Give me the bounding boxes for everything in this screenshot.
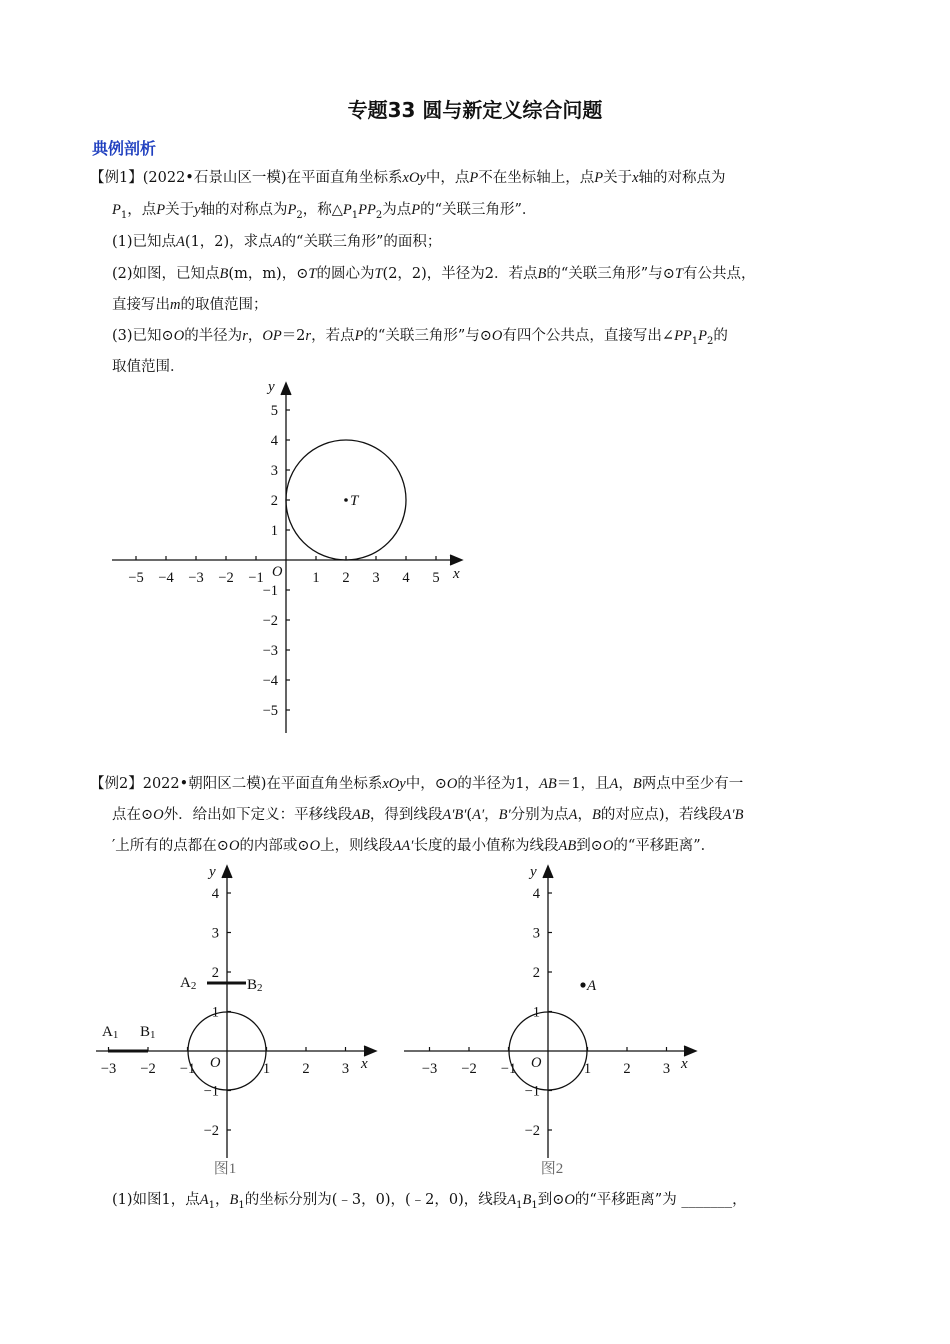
fig1-x-tick-label: 4 (402, 570, 410, 586)
fig3-x-tick-label: −3 (421, 1061, 438, 1077)
text: (2，2)，半径为2．若点 (382, 266, 538, 282)
fig3-x-tick-label: 1 (583, 1061, 592, 1077)
fig2-caption: 图1 (213, 1161, 237, 1177)
fig3-caption: 图2 (540, 1161, 564, 1177)
fig3-origin-label: O (531, 1055, 542, 1071)
text: 的半径为1， (457, 776, 540, 792)
var: m (170, 297, 181, 313)
var: B (229, 1192, 239, 1208)
fig2-x-tick-label: 2 (302, 1061, 310, 1077)
ex1-tag: 【例1】 (90, 170, 143, 186)
text: (1，2)，求点 (184, 234, 273, 250)
text: ， (484, 807, 499, 823)
var: B (522, 1192, 532, 1208)
text: (m，m)，⊙ (228, 266, 309, 282)
text: 有公共点， (682, 266, 756, 282)
text: 的“关联三角形”与⊙ (363, 328, 492, 344)
text: (2022•石景山区一模)在平面直角坐标系 (142, 170, 403, 186)
var: PP (674, 328, 692, 344)
text: 直接写出 (112, 297, 170, 313)
fig3-y-arrow-icon (543, 866, 553, 878)
text: 上，则线段 (320, 838, 393, 854)
var: T (674, 266, 683, 282)
fig1-x-tick-label: −5 (128, 570, 144, 586)
text: 的内部或⊙ (239, 838, 310, 854)
fig3-point-A (580, 982, 585, 987)
fig2-y-tick-label: −1 (203, 1083, 219, 1100)
text: ′上所有的点都在⊙ (112, 838, 229, 854)
var: O (564, 1192, 575, 1208)
sub: 1 (351, 209, 359, 221)
text: 关于 (165, 202, 195, 218)
var: P (698, 328, 708, 344)
fig2-y-tick-label: 1 (211, 1004, 219, 1021)
fig2-y-tick-label: −2 (203, 1123, 219, 1139)
var: O (602, 838, 614, 854)
var: B (592, 807, 601, 823)
text: (1)如图1，点 (112, 1192, 200, 1208)
fig2-x-tick-label: −2 (140, 1061, 156, 1077)
text: 的“关联三角形”与⊙ (546, 266, 675, 282)
text: 不在坐标轴上，点 (478, 170, 595, 186)
var: B (632, 776, 642, 792)
text: (2)如图，已知点 (112, 266, 220, 282)
fig2-x-label: x (361, 1056, 368, 1072)
var: P (354, 328, 364, 344)
fig1-x-tick-label: 2 (342, 570, 350, 586)
sub: 1 (120, 209, 128, 221)
text: 的“平移距离”． (613, 838, 716, 854)
fig3-x-arrow-icon (684, 1046, 696, 1056)
fig1-y-tick-label: −2 (262, 613, 278, 629)
fig3-y-tick-label: 2 (532, 965, 540, 981)
var: AB (352, 807, 370, 823)
sub: 2 (375, 209, 383, 221)
fig1-y-tick-label: −4 (262, 673, 278, 689)
text: ， (247, 328, 263, 344)
var: PP (358, 202, 376, 218)
text: (1)已知点 (112, 234, 177, 250)
fig3-x-tick-label: −1 (500, 1061, 517, 1077)
fig1-x-tick-label: −3 (188, 570, 204, 586)
fig3-y-tick-label: 1 (532, 1004, 540, 1021)
var: A (176, 234, 185, 250)
text: 的取值范围； (180, 297, 268, 313)
var: O (228, 838, 240, 854)
text: ， (215, 1192, 230, 1208)
text: 分别为点 (510, 807, 569, 823)
text: 为点 (382, 202, 412, 218)
page-title: 专题33 圆与新定义综合问题 (347, 98, 603, 122)
sub: 2 (296, 209, 303, 221)
var: O (173, 328, 185, 344)
var: A (609, 776, 619, 792)
var: B (537, 266, 547, 282)
var: P (112, 202, 121, 218)
text: 的圆心为 (316, 266, 375, 282)
ex2-tag: 【例2】 (90, 776, 143, 792)
sub: 1 (516, 1199, 523, 1211)
var: O (309, 838, 321, 854)
text: 有四个公共点，直接写出∠ (502, 328, 675, 344)
text: 两点中至少有一 (641, 776, 744, 792)
var: AA′ (392, 838, 414, 854)
text: 的对应点)，若线段 (600, 807, 723, 823)
var: AB (558, 838, 577, 854)
var: P (156, 202, 166, 218)
fig3-y-tick-label: 4 (532, 886, 540, 902)
var: A (568, 807, 578, 823)
fig1-y-tick-label: 5 (270, 403, 278, 419)
var: P (469, 170, 479, 186)
sub: 1 (531, 1199, 538, 1211)
fig3-label-A: A (587, 978, 597, 994)
var: B′ (498, 807, 511, 823)
var: r (305, 328, 312, 344)
text: 关于 (603, 170, 633, 186)
fig1-y-tick-label: 1 (270, 523, 278, 539)
var: A′ (472, 807, 485, 823)
fig1-x-tick-label: −4 (158, 570, 174, 586)
fig1-y-label: y (268, 379, 275, 395)
sub: 1 (208, 1199, 215, 1211)
text: ， (732, 1192, 747, 1208)
var: y (194, 202, 201, 218)
text: ( (466, 807, 473, 823)
var: O (446, 776, 458, 792)
text: 的“平移距离”为 (574, 1192, 677, 1208)
fig2-y-tick-label: 2 (211, 965, 219, 981)
var: A (272, 234, 282, 250)
var: B (219, 266, 229, 282)
fig2-y-label: y (209, 864, 216, 880)
text: (3)已知⊙ (112, 328, 174, 344)
fig3-x-tick-label: −2 (461, 1061, 477, 1077)
fig3-y-tick-label: −1 (524, 1083, 540, 1100)
var: P (594, 170, 604, 186)
text: 长度的最小值称为线段 (413, 838, 559, 854)
fig1-y-tick-label: 3 (270, 463, 278, 479)
fig1-y-tick-label: −5 (262, 703, 278, 719)
var: xOy (382, 776, 406, 792)
fig2-x-tick-label: 3 (341, 1061, 350, 1077)
text: ，称△ (302, 202, 343, 218)
text: 2022•朝阳区二模)在平面直角坐标系 (142, 776, 383, 792)
text: 到⊙ (537, 1192, 565, 1208)
fig3-x-tick-label: 3 (662, 1061, 671, 1077)
var: x (632, 170, 639, 186)
fig1-y-tick-label: 4 (270, 433, 278, 449)
text: 点在⊙ (112, 807, 154, 823)
text: 的坐标分别为(﹣3，0)，(﹣2，0)，线段 (244, 1192, 508, 1208)
var: T (308, 266, 317, 282)
ex1-question3-cont: 取值范围． (112, 359, 185, 375)
fig2-origin-label: O (210, 1055, 221, 1071)
sub: 1 (238, 1199, 245, 1211)
text: ＝1，且 (556, 776, 610, 792)
fig3-y-label: y (530, 864, 537, 880)
var: B (734, 807, 744, 823)
fig1-x-tick-label: 3 (372, 570, 380, 586)
fig1-x-label: x (453, 566, 460, 582)
text: 到⊙ (576, 838, 603, 854)
var: A′B′ (442, 807, 467, 823)
var: A (507, 1192, 517, 1208)
var: O (153, 807, 164, 823)
ex2-question1 (112, 1190, 747, 1216)
text: 的“关联三角形”的面积； (281, 234, 442, 250)
text: 的“关联三角形”． (420, 202, 537, 218)
text: 中，点 (425, 170, 470, 186)
fig2-label-A2: A2 (180, 975, 197, 992)
fig2-label-B2: B2 (247, 977, 263, 994)
fig3-x-label: x (681, 1056, 688, 1072)
text: ，点 (127, 202, 157, 218)
text: ，若点 (311, 328, 355, 344)
var: T (374, 266, 383, 282)
fig2-y-tick-label: 4 (211, 886, 219, 902)
text: ＝2 (281, 328, 306, 344)
text: ，得到线段 (369, 807, 443, 823)
text: 轴的对称点为 (638, 170, 726, 186)
sub: 2 (707, 335, 714, 347)
fig2-y-tick-label: 3 (211, 925, 219, 942)
fig3-x-tick-label: 2 (623, 1061, 631, 1077)
fig2-x-tick-label: 1 (262, 1061, 271, 1077)
var: P (342, 202, 352, 218)
fig2-x-tick-label: −1 (179, 1061, 196, 1077)
text: 中，⊙ (405, 776, 447, 792)
answer-blank[interactable]: _______ (681, 1192, 733, 1208)
fig3-y-tick-label: −2 (524, 1123, 540, 1139)
var: r (242, 328, 248, 344)
fig3-y-tick-label: 3 (532, 925, 540, 942)
fig2-label-A1: A1 (102, 1024, 119, 1041)
text: ， (577, 807, 593, 823)
var: AB (539, 776, 557, 792)
fig1-x-tick-label: −1 (248, 570, 264, 586)
fig1-x-tick-label: 5 (432, 570, 440, 586)
var: P (411, 202, 421, 218)
text: ， (618, 776, 633, 792)
var: P (287, 202, 297, 218)
var: OP (262, 328, 282, 344)
text: 的半径为 (184, 328, 243, 344)
fig1-y-tick-label: −3 (262, 643, 278, 659)
var: O (491, 328, 503, 344)
fig1-y-tick-label: −1 (262, 583, 278, 599)
fig1-x-tick-label: −2 (218, 570, 234, 586)
fig1-y-tick-label: 2 (270, 493, 278, 509)
fig1-x-tick-label: 1 (312, 570, 320, 586)
fig2-x-tick-label: −3 (100, 1061, 117, 1077)
text: 的 (713, 328, 728, 344)
var: A′ (722, 807, 735, 823)
text: 外．给出如下定义：平移线段 (163, 807, 353, 823)
section-heading: 典例剖析 (92, 139, 157, 158)
fig1-origin-label: O (272, 564, 283, 580)
fig1-center-label: T (350, 493, 359, 509)
var: A (199, 1192, 209, 1208)
sub: 1 (691, 335, 699, 347)
text: 轴的对称点为 (200, 202, 288, 218)
var: xOy (402, 170, 426, 186)
fig2-label-B1: B1 (140, 1024, 156, 1041)
